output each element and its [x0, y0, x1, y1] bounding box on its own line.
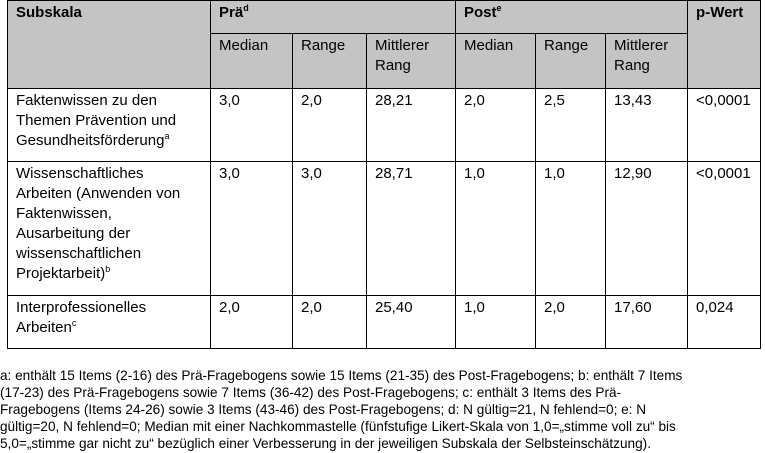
post-rang-cell: 12,90: [606, 162, 688, 296]
pre-range-cell: 2,0: [293, 296, 367, 349]
header-pre-mittlerer-rang: Mittlerer Rang: [367, 34, 456, 89]
header-p-wert: p-Wert: [688, 1, 761, 89]
pre-range-cell: 2,0: [293, 89, 367, 162]
footnote-line: (17-23) des Prä-Fragebogens sowie 7 Items (36-42) des Post-Fragebogens; c: enthält 3 Items des Prä-: [0, 385, 622, 400]
header-post-mittlerer-rang: Mittlerer Rang: [606, 34, 688, 89]
post-rang-cell: 17,60: [606, 296, 688, 349]
row-label: Faktenwissen zu den Themen Prävention und Gesundheitsförderung$^a$: [8, 89, 211, 162]
pre-range-cell: 3,0: [293, 162, 367, 296]
post-rang-cell: 13,43: [606, 89, 688, 162]
header-post: Post$^e$: [456, 1, 688, 34]
row-label: Wissenschaftliches Arbeiten (Anwenden von Faktenwissen, Ausarbeitung der wissenschaftlichen Projektarbeit)$^b$: [8, 162, 211, 296]
pre-rang-cell: 28,21: [367, 89, 456, 162]
header-post-footnote-mark: e: [496, 3, 502, 13]
post-range-cell: 1,0: [536, 162, 606, 296]
pre-median-cell: 3,0: [211, 89, 293, 162]
pre-median-cell: 3,0: [211, 162, 293, 296]
footnote-line: 5,0=„stimme gar nicht zu“ bezüglich einer Verbesserung in der jeweiligen Subskala der Selbsteinschätzung).: [0, 436, 651, 451]
row-label: Interprofessionelles Arbeiten$^c$: [8, 296, 211, 349]
table-row: [8, 89, 761, 162]
header-prae-footnote-mark: d: [243, 3, 249, 13]
post-median-cell: 2,0: [456, 89, 536, 162]
footnote-line: gültig=20, N fehlend=0; Median mit einer Nachkommastelle (fünfstufige Likert-Skala von 1,0=„stimme voll zu“ bis: [0, 419, 676, 434]
table-row: [8, 162, 761, 296]
header-pre-median: Median: [211, 34, 293, 89]
header-row-group: [8, 1, 761, 34]
post-median-cell: 1,0: [456, 162, 536, 296]
post-median-cell: 1,0: [456, 296, 536, 349]
footnote-line: a: enthält 15 Items (2-16) des Prä-Fragebogens sowie 15 Items (21-35) des Post-Fragebogens; b: enthält 7 Items: [0, 368, 683, 383]
pre-median-cell: 2,0: [211, 296, 293, 349]
pre-rang-cell: 28,71: [367, 162, 456, 296]
table-row: [8, 296, 761, 349]
post-range-cell: 2,0: [536, 296, 606, 349]
results-table: [7, 0, 761, 349]
p-value-cell: 0,024: [688, 296, 761, 349]
p-value-cell: <0,0001: [688, 89, 761, 162]
header-post-range: Range: [536, 34, 606, 89]
post-range-cell: 2,5: [536, 89, 606, 162]
table-footnote: [0, 367, 763, 452]
header-post-median: Median: [456, 34, 536, 89]
p-value-cell: <0,0001: [688, 162, 761, 296]
header-subskala: Subskala: [8, 1, 211, 89]
footnote-line: Fragebogens (Items 24-26) sowie 3 Items (43-46) des Post-Fragebogens; d: N gültig=21, N fehlend=0; e: N: [0, 402, 647, 417]
header-prae: Prä$^d$: [211, 1, 456, 34]
header-pre-range: Range: [293, 34, 367, 89]
pre-rang-cell: 25,40: [367, 296, 456, 349]
